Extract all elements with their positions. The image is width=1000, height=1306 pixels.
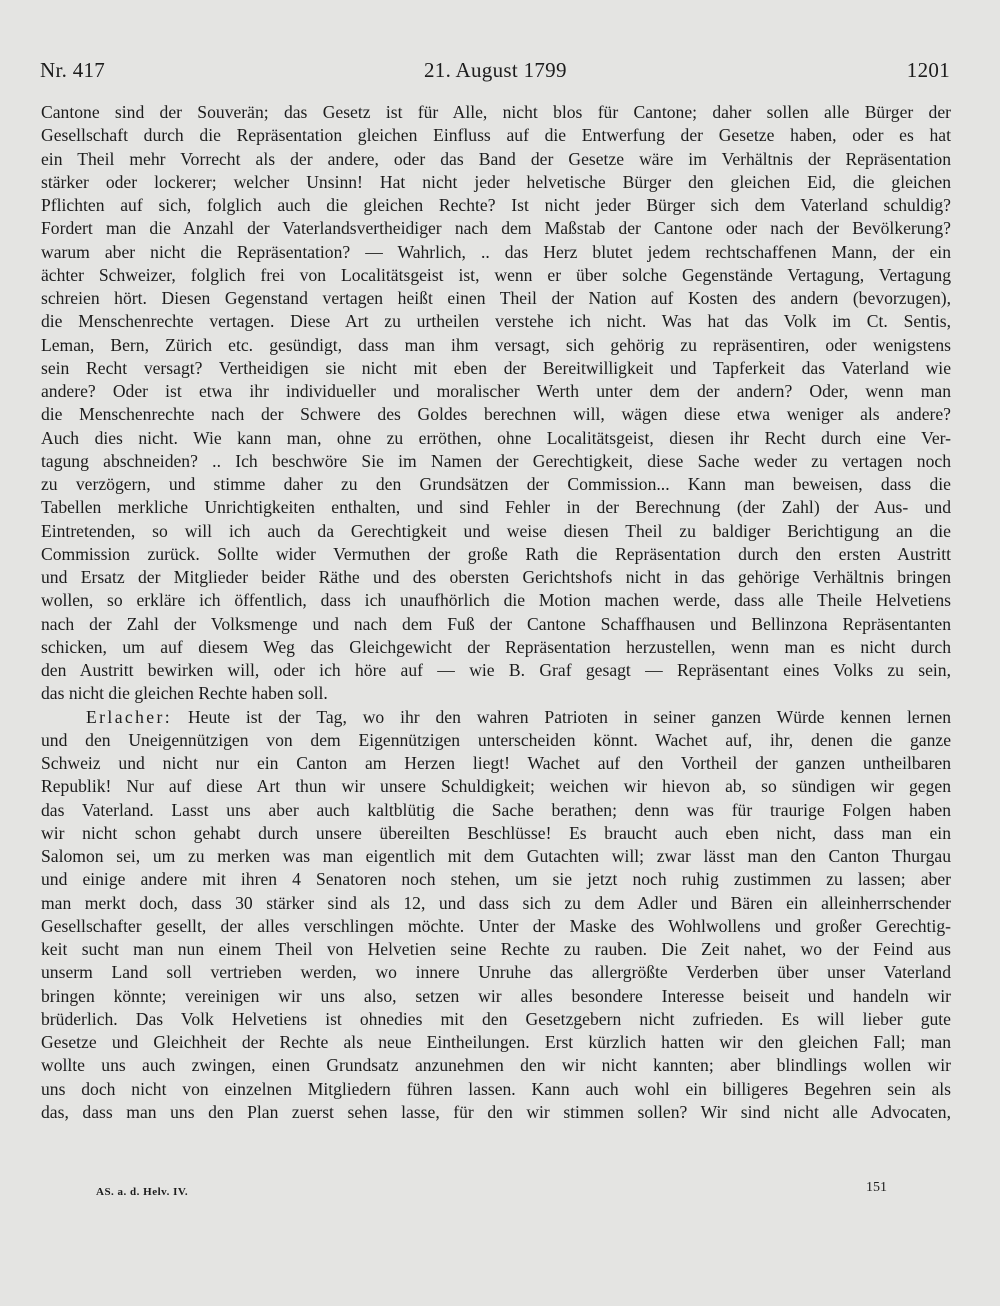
text-line: brüderlich. Das Volk Helvetiens ist ohnedies mit den Gesetzgebern nicht zufrieden. Es will lieber gute: [41, 1008, 951, 1029]
text-line: die Menschenrechte vertagen. Diese Art zu urtheilen verstehe ich nicht. Was hat das Volk im Ct. Sentis,: [41, 311, 951, 332]
text-line: andere? Oder ist etwa ihr individueller und moralischer Werth unter dem der andern? Oder, wenn man: [41, 381, 951, 401]
text-line: Commission zurück. Sollte wider Vermuthen der große Rath die Repräsentation durch den ersten Austritt: [41, 543, 951, 564]
document-date: 21. August 1799: [424, 58, 567, 82]
text-line: keit sucht man nun einem Theil von Helvetien seine Rechte zu rauben. Die Zeit nahet, wo der Feind aus: [41, 939, 951, 959]
text-line: Salomon sei, um zu merken was man eigentlich mit dem Gutachten will; zwar lässt man den Canton Thurgau: [41, 846, 951, 866]
text-line: sein Recht versagt? Vertheidigen sie nicht mit eben der Bereitwilligkeit und Tapferkeit das Vaterland wie: [41, 357, 951, 378]
speaker-name: Erlacher:: [86, 706, 173, 727]
text-line: Cantone sind der Souverän; das Gesetz ist für Alle, nicht blos für Cantone; daher sollen alle Bürger der: [41, 102, 951, 122]
text-line: man merkt doch, dass 30 stärker sind als 12, und dass sich zu dem Adler und Bären ein alleinherrschender: [41, 892, 951, 913]
paragraph-1: [41, 101, 951, 706]
text-line: uns doch nicht von einzelnen Mitgliedern führen lassen. Kann auch wohl ein billigeres Begehren sein als: [41, 1078, 951, 1099]
page-number: 1201: [906, 58, 950, 82]
speaker-line-text: Heute ist der Tag, wo ihr den wahren Patrioten in seiner ganzen Würde kennen lernen: [172, 706, 951, 727]
paragraph-2: [41, 706, 951, 1125]
text-line: und Ersatz der Mitglieder beider Räthe und des obersten Gerichtshofs nicht in das gehörige Verhältnis bringen: [41, 567, 951, 587]
speaker-line: [41, 706, 951, 729]
text-line: schreien hört. Diesen Gegenstand vertagen heißt einen Theil der Nation auf Kosten des andern (bevorzugen),: [41, 288, 951, 308]
text-line: nach der Zahl der Volksmenge und nach dem Fuß der Cantone Schaffhausen und Bellinzona Repräsentanten: [41, 613, 951, 634]
text-line: das nicht die gleichen Rechte haben soll.: [41, 683, 328, 704]
text-line: Leman, Bern, Zürich etc. gesündigt, dass man ihm versagt, sich gehörig zu repräsentiren, oder wenigstens: [41, 334, 951, 355]
text-line: Gesetze und Gleichheit der Rechte als neue Eintheilungen. Erst kürzlich hatten wir den gleichen Fall; man: [41, 1032, 951, 1052]
text-line: Republik! Nur auf diese Art thun wir unsere Schuldigkeit; weichen wir hievon ab, so sündigen wir gegen: [41, 776, 951, 797]
text-line: Schweiz und nicht nur ein Canton am Herzen liegt! Wachet auf den Vortheil der ganzen untheilbaren: [41, 753, 951, 773]
text-line: Eintretenden, so will ich auch da Gerechtigkeit und weise diesen Theil zu baldiger Berichtigung an die: [41, 520, 951, 541]
text-line: Fordert man die Anzahl der Vaterlandsvertheidiger nach dem Maßstab der Cantone oder nach der Bevölkerung?: [41, 218, 951, 239]
text-line: Gesellschaft durch die Repräsentation gleichen Einfluss auf die Entwerfung der Gesetze haben, oder es hat: [41, 125, 951, 146]
text-line: ächter Schweizer, folglich frei von Localitätsgeist ist, wenn er über solche Gegenstände Vertagung, Vertagung: [41, 264, 951, 285]
body-text: [41, 101, 951, 1124]
text-line: bringen könnte; vereinigen wir uns also, setzen wir alles besondere Interesse beiseit und handeln wir: [41, 985, 951, 1006]
footer-source: AS. a. d. Helv. IV.: [96, 1186, 189, 1198]
text-line: und einige andere mit ihren 4 Senatoren noch stehen, um sie jetzt noch ruhig zustimmen zu lassen; aber: [41, 869, 951, 890]
text-line: unserm Land soll vertrieben werden, wo innere Unruhe das allergrößte Verderben über unser Vaterland: [41, 962, 951, 983]
text-line: das, dass man uns den Plan zuerst sehen lasse, für den wir stimmen sollen? Wir sind nicht alle Advocaten,: [41, 1101, 951, 1122]
document-number: Nr. 417: [40, 58, 106, 82]
page-header: [40, 58, 950, 90]
text-line: Pflichten auf sich, folglich auch die gleichen Rechte? Ist nicht jeder Bürger sich dem Vaterland schuldig?: [41, 195, 951, 215]
footer-signature-number: 151: [866, 1180, 887, 1195]
text-line: warum aber nicht die Repräsentation? — Wahrlich, .. das Herz blutet jedem rechtschaffenen Mann, der ein: [41, 241, 951, 262]
text-line: tagung abschneiden? .. Ich beschwöre Sie im Namen der Gerechtigkeit, diese Sache weder zu vertagen noch: [41, 450, 951, 471]
text-line: Tabellen merkliche Unrichtigkeiten enthalten, und sind Fehler in der Berechnung (der Zahl) der Aus- und: [41, 497, 951, 518]
text-line: Auch dies nicht. Wie kann man, ohne zu erröthen, ohne Localitätsgeist, diesen ihr Recht durch eine Ver-: [41, 427, 951, 448]
text-line: schicken, um auf diesem Weg das Gleichgewicht der Repräsentation herzustellen, wenn man es nicht durch: [41, 636, 951, 657]
text-line: stärker oder lockerer; welcher Unsinn! Hat nicht jeder helvetische Bürger den gleichen Eid, die gleichen: [41, 171, 951, 192]
text-line: zu verzögern, und stimme daher zu den Grundsätzen der Commission... Kann man beweisen, dass die: [41, 474, 951, 494]
text-line: Gesellschafter gesellt, der alles verschlingen möchte. Unter der Maske des Wohlwollens und großer Gerechtig-: [41, 915, 951, 936]
text-line: das Vaterland. Lasst uns aber auch kaltblütig die Sache berathen; denn was für traurige Folgen haben: [41, 799, 951, 820]
text-line: und den Uneigennützigen von dem Eigennützigen unterscheiden könnt. Wachet auf, ihr, denen die ganze: [41, 729, 951, 750]
text-line: den Austritt bewirken will, oder ich höre auf — wie B. Graf gesagt — Repräsentant eines Volks zu sein,: [41, 660, 951, 680]
text-line: wollen, so erkläre ich öffentlich, dass ich unaufhörlich die Motion machen werde, dass alle Theile Helvetiens: [41, 590, 951, 611]
text-line: wollte uns auch zwingen, einen Grundsatz anzunehmen den wir nicht kannten; aber blindlings wollen wir: [41, 1055, 951, 1076]
text-line: ein Theil mehr Vorrecht als der andere, oder das Band der Gesetze wäre im Verhältnis der Repräsentation: [41, 148, 951, 169]
text-line: die Menschenrechte nach der Schwere des Goldes berechnen will, wägen diese etwa weniger als andere?: [41, 404, 951, 425]
text-line: wir nicht schon gehabt durch unsere übereilten Beschlüsse! Es braucht auch eben nicht, dass man ein: [41, 822, 951, 843]
